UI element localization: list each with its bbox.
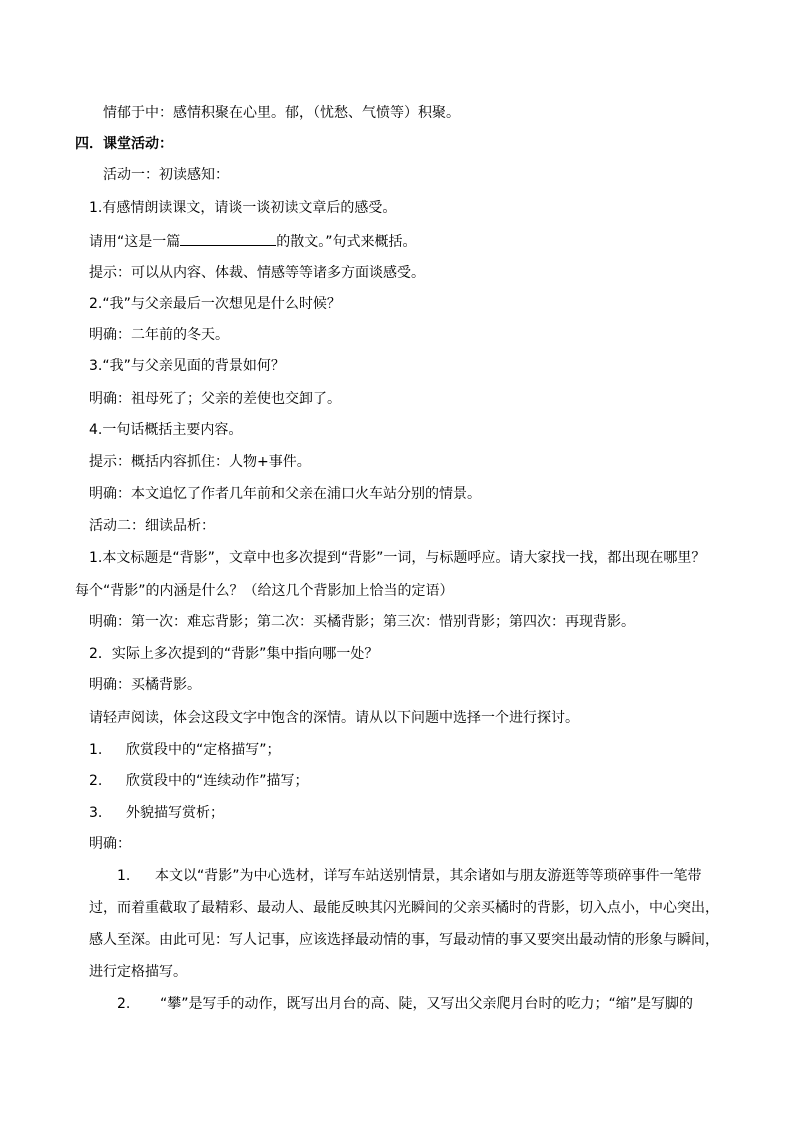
option-3-number: 3.: [89, 805, 103, 821]
answer-5: 明确：第一次：难忘背影；第二次：买橘背影；第三次：惜别背影；第四次：再现背影。: [89, 614, 635, 630]
question-1: 1.有感情朗读课文，请谈一谈初读文章后的感受。: [89, 200, 397, 216]
clarify-label: 明确：: [89, 836, 131, 852]
answer-point-1-line-4: 进行定格描写。: [89, 964, 187, 980]
answer-3: 明确：祖母死了；父亲的差使也交卸了。: [89, 391, 341, 407]
question-2: 2.“我”与父亲最后一次想见是什么时候？: [89, 296, 341, 312]
answer-point-1-line-2: 过，而着重截取了最精彩、最动人、最能反映其闪光瞬间的父亲买橘时的背影，切入点小，中心突出，: [89, 900, 719, 916]
answer-point-1-number: 1.: [117, 868, 131, 884]
question-4: 4.一句话概括主要内容。: [89, 422, 243, 438]
prompt-text-after: 的散文。”句式来概括。: [276, 234, 417, 250]
question-5-line-2: 每个“背影”的内涵是什么？（给这几个背影加上恰当的定语）: [75, 583, 454, 599]
hint-1: 提示：可以从内容、体裁、情感等等诸多方面谈感受。: [89, 265, 425, 281]
option-3-text: 外貌描写赏析；: [126, 805, 224, 821]
answer-point-1-line-3: 感人至深。由此可见：写人记事，应该选择最动情的事，写最动情的事又要突出最动情的形象与瞬间，: [89, 932, 719, 948]
sentence-prompt: [89, 231, 417, 252]
prompt-text-before: 请用“这是一篇: [89, 234, 181, 250]
hint-4: 提示：概括内容抓住：人物+事件。: [89, 454, 311, 470]
answer-6: 明确：买橘背影。: [89, 677, 201, 693]
definition-line: 情郁于中：感情积聚在心里。郁，（忧愁、气愤等）积聚。: [103, 105, 460, 121]
question-6: 2．实际上多次提到的“背影”集中指向哪一处？: [89, 646, 379, 662]
question-3: 3.“我”与父亲见面的背景如何？: [89, 358, 285, 374]
answer-point-2-line-1: “攀”是写手的动作，既写出月台的高、陡，又写出父亲爬月台时的吃力；“缩”是写脚的: [160, 996, 694, 1012]
answer-4: 明确：本文追忆了作者几年前和父亲在浦口火车站分别的情景。: [89, 486, 481, 502]
answer-point-2-number: 2.: [117, 996, 131, 1012]
activity-heading: 活动一：初读感知：: [103, 167, 229, 183]
section-heading: 四．课堂活动：: [75, 136, 173, 152]
answer-2: 明确：二年前的冬天。: [89, 327, 229, 343]
option-1-number: 1.: [89, 742, 103, 758]
activity-heading: 活动二：细读品析：: [89, 518, 215, 534]
answer-point-1-line-1: 本文以“背影”为中心选材，详写车站送别情景，其余诸如与朋友游逛等等琐碎事件一笔带: [155, 868, 702, 884]
instruction: 请轻声阅读，体会这段文字中饱含的深情。请从以下问题中选择一个进行探讨。: [89, 710, 579, 726]
fill-in-blank: [180, 231, 276, 246]
question-5-line-1: 1.本文标题是“背影”，文章中也多次提到“背影”一词，与标题呼应。请大家找一找，都出现在哪里？: [89, 550, 706, 566]
option-1-text: 欣赏段中的“定格描写”；: [126, 742, 281, 758]
option-2-number: 2.: [89, 773, 103, 789]
option-2-text: 欣赏段中的“连续动作”描写；: [126, 773, 309, 789]
